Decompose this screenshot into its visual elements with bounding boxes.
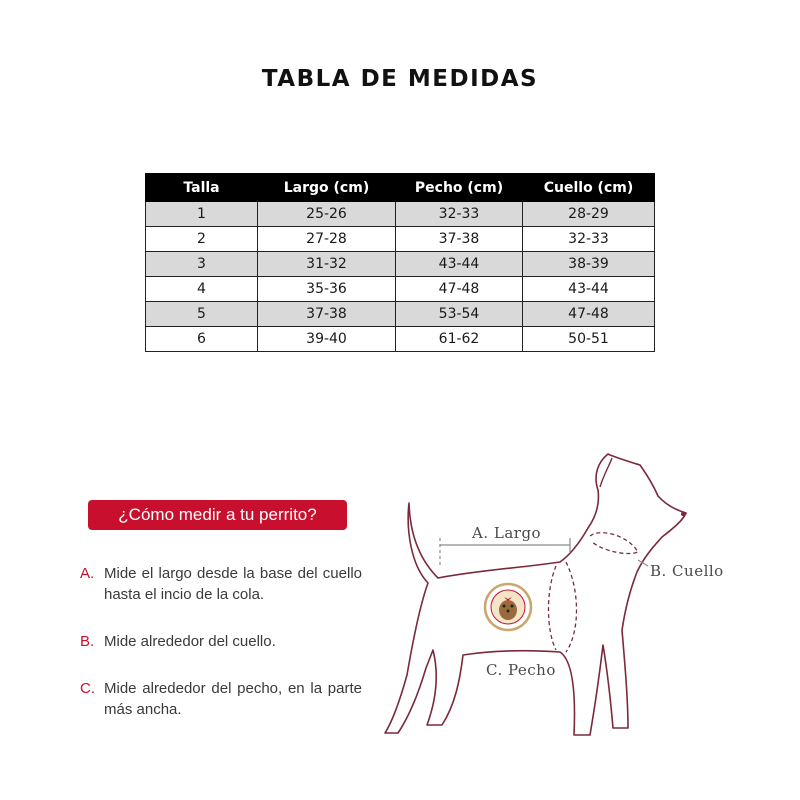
page-title: TABLA DE MEDIDAS	[261, 66, 539, 92]
cuello-measure	[590, 533, 638, 554]
cell-pecho: 37-38	[396, 227, 523, 252]
step-text: Mide alrededor del cuello.	[104, 633, 276, 650]
cell-largo: 39-40	[258, 327, 396, 352]
step-letter: A.	[80, 565, 95, 582]
cell-largo: 35-36	[258, 277, 396, 302]
cell-talla: 1	[146, 202, 258, 227]
step-letter: C.	[80, 680, 95, 697]
cell-talla: 2	[146, 227, 258, 252]
cell-cuello: 43-44	[523, 277, 655, 302]
cell-pecho: 61-62	[396, 327, 523, 352]
header-pecho: Pecho (cm)	[396, 174, 523, 202]
pecho-measure	[549, 562, 577, 652]
label-cuello: B. Cuello	[650, 562, 724, 580]
label-pecho: C. Pecho	[486, 661, 556, 679]
cell-pecho: 43-44	[396, 252, 523, 277]
cell-talla: 6	[146, 327, 258, 352]
label-largo: A. Largo	[472, 524, 542, 542]
cell-largo: 25-26	[258, 202, 396, 227]
cell-pecho: 53-54	[396, 302, 523, 327]
cell-talla: 4	[146, 277, 258, 302]
cell-largo: 27-28	[258, 227, 396, 252]
cell-largo: 37-38	[258, 302, 396, 327]
cell-pecho: 47-48	[396, 277, 523, 302]
dog-outline	[385, 454, 686, 735]
howto-heading-badge: ¿Cómo medir a tu perrito?	[88, 500, 347, 530]
cell-cuello: 38-39	[523, 252, 655, 277]
dog-nose	[681, 512, 685, 516]
header-cuello: Cuello (cm)	[523, 174, 655, 202]
cell-cuello: 32-33	[523, 227, 655, 252]
cell-talla: 5	[146, 302, 258, 327]
brand-logo	[485, 584, 531, 630]
cell-cuello: 50-51	[523, 327, 655, 352]
cell-cuello: 47-48	[523, 302, 655, 327]
cell-cuello: 28-29	[523, 202, 655, 227]
step-text: Mide el largo desde la base del cuello hasta el incio de la cola.	[104, 565, 362, 603]
header-talla: Talla	[146, 174, 258, 202]
step-text: Mide alrededor del pecho, en la parte más ancha.	[104, 680, 362, 718]
dog-ear	[600, 458, 612, 487]
header-largo: Largo (cm)	[258, 174, 396, 202]
cell-talla: 3	[146, 252, 258, 277]
step-letter: B.	[80, 633, 95, 650]
cell-pecho: 32-33	[396, 202, 523, 227]
cell-largo: 31-32	[258, 252, 396, 277]
